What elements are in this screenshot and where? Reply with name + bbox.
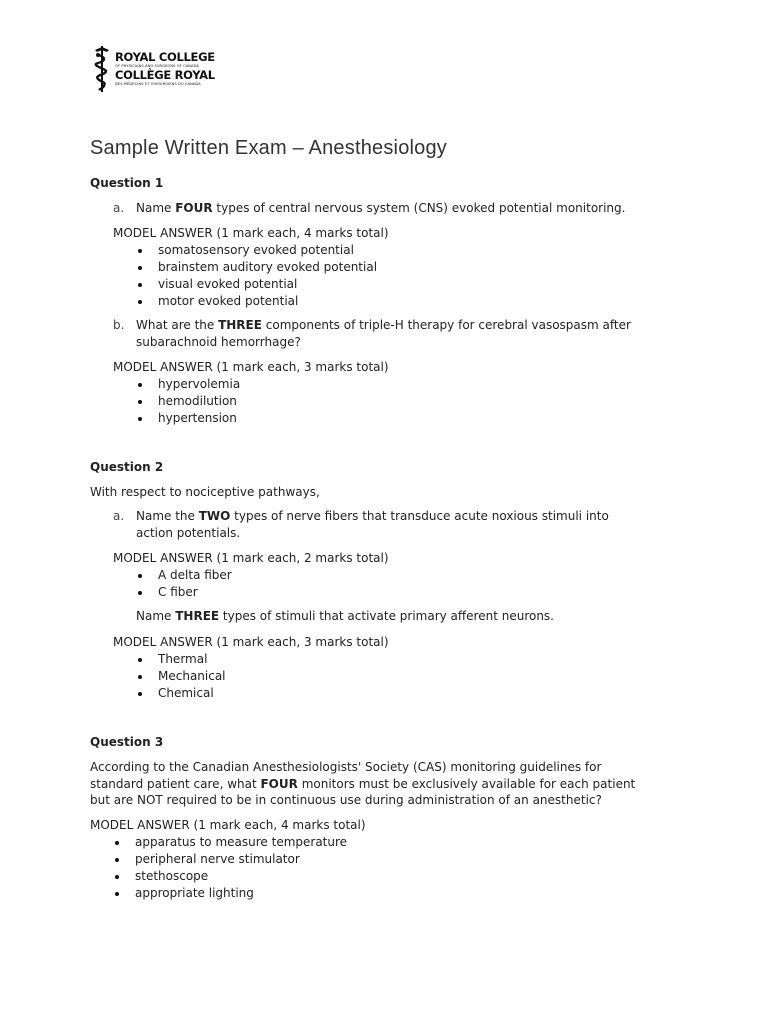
list-item: peripheral nerve stimulator	[113, 851, 347, 868]
logo-subline-2: DES MÉDECINS ET CHIRURGIENS DU CANADA	[115, 82, 201, 86]
question-1b-marker: b.	[113, 318, 125, 332]
question-2a-text: Name the TWO types of nerve fibers that transduce acute noxious stimuli into action potentials.	[136, 509, 609, 540]
list-item: brainstem auditory evoked potential	[136, 259, 377, 276]
list-item: Thermal	[136, 651, 226, 668]
logo-line-2: COLLÈGE ROYAL	[115, 68, 215, 82]
list-item: Mechanical	[136, 668, 226, 685]
question-1a-marker: a.	[113, 201, 125, 215]
question-1b	[113, 317, 633, 350]
question-1b-model-answer: MODEL ANSWER (1 mark each, 3 marks total)	[113, 360, 389, 374]
question-2a-answer-list	[136, 567, 232, 601]
list-item: stethoscope	[113, 868, 347, 885]
caduceus-icon	[91, 44, 113, 94]
list-item: somatosensory evoked potential	[136, 242, 377, 259]
list-item: visual evoked potential	[136, 276, 377, 293]
question-1a-text: Name FOUR types of central nervous system (CNS) evoked potential monitoring.	[136, 201, 626, 215]
question-2b-model-answer: MODEL ANSWER (1 mark each, 3 marks total)	[113, 635, 389, 649]
question-1a-model-answer: MODEL ANSWER (1 mark each, 4 marks total)	[113, 226, 389, 240]
question-2-intro: With respect to nociceptive pathways,	[90, 485, 320, 499]
question-2b-text: Name THREE types of stimuli that activate primary afferent neurons.	[136, 609, 554, 623]
question-2b-answer-list	[136, 651, 226, 702]
list-item: motor evoked potential	[136, 293, 377, 310]
list-item: hypertension	[136, 410, 240, 427]
list-item: appropriate lighting	[113, 885, 347, 902]
list-item: A delta fiber	[136, 567, 232, 584]
question-3-answer-list	[113, 834, 347, 902]
question-1a-answer-list	[136, 242, 377, 310]
question-3-text: According to the Canadian Anesthesiologists' Society (CAS) monitoring guidelines for standard patient care, what FOUR monitors must be exclusively available for each patient but are NOT required to be in continuous use during administration of an anesthetic?	[90, 760, 636, 807]
list-item: hemodilution	[136, 393, 240, 410]
question-2a-model-answer: MODEL ANSWER (1 mark each, 2 marks total)	[113, 551, 389, 565]
question-1b-text: What are the THREE components of triple-H therapy for cerebral vasospasm after subarachnoid hemorrhage?	[136, 318, 631, 349]
logo-subline-1: OF PHYSICIANS AND SURGEONS OF CANADA	[115, 64, 199, 68]
question-1-heading: Question 1	[90, 176, 164, 190]
question-3-model-answer: MODEL ANSWER (1 mark each, 4 marks total)	[90, 818, 366, 832]
question-2a-marker: a.	[113, 509, 125, 523]
question-1b-answer-list	[136, 376, 240, 427]
list-item: apparatus to measure temperature	[113, 834, 347, 851]
list-item: hypervolemia	[136, 376, 240, 393]
logo-line-1: ROYAL COLLEGE	[115, 50, 215, 64]
list-item: C fiber	[136, 584, 232, 601]
question-2-heading: Question 2	[90, 460, 164, 474]
royal-college-logo	[91, 44, 221, 94]
page-title: Sample Written Exam – Anesthesiology	[90, 137, 448, 159]
question-3-heading: Question 3	[90, 735, 164, 749]
question-1a	[113, 200, 633, 217]
list-item: Chemical	[136, 685, 226, 702]
question-2a	[113, 508, 633, 541]
